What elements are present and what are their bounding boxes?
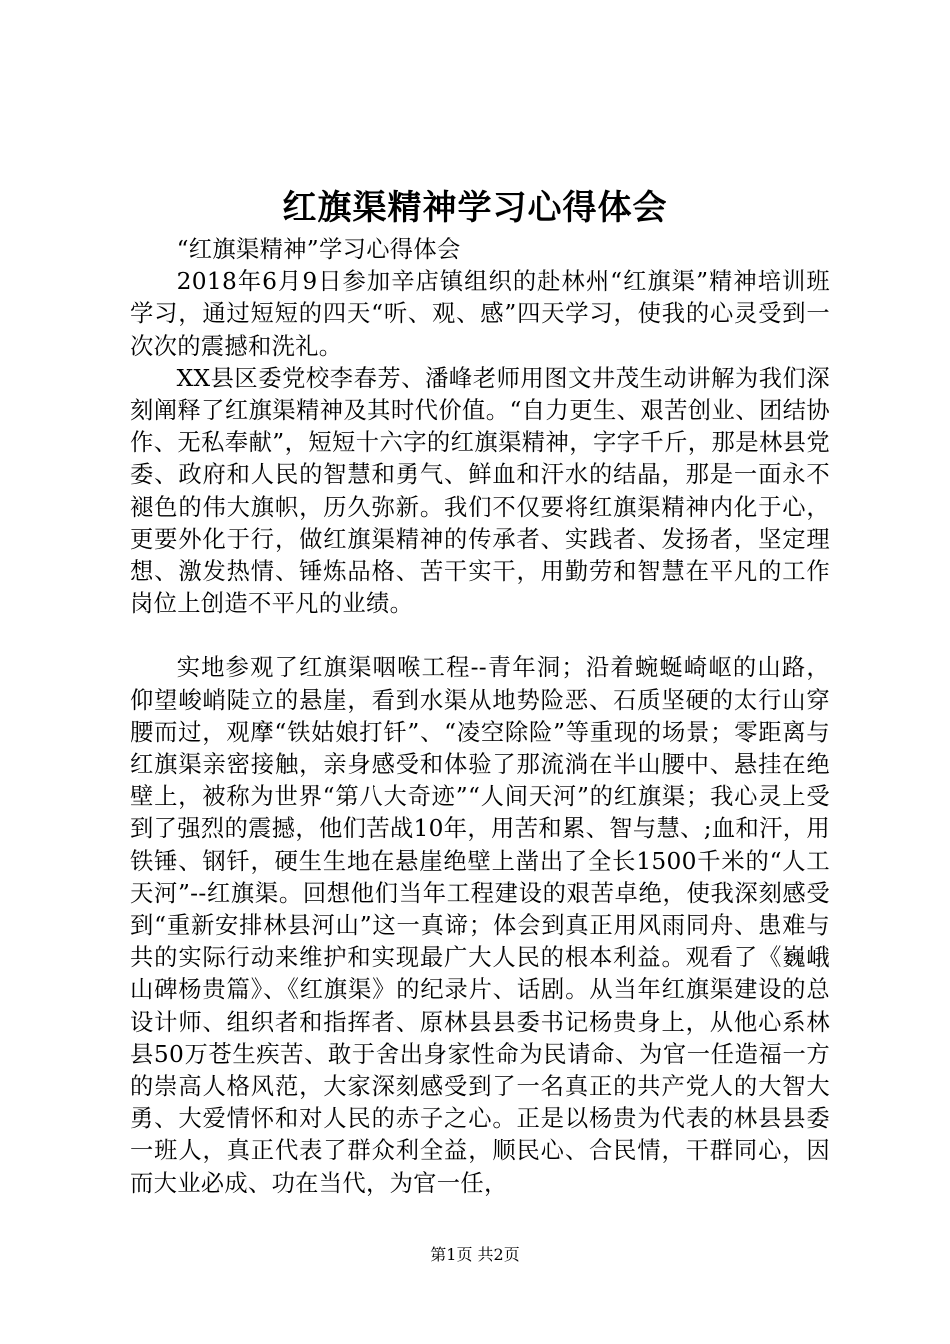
subtitle-paragraph: “红旗渠精神”学习心得体会 — [176, 236, 461, 263]
page-footer: 第1页 共2页 — [430, 1245, 520, 1264]
body-paragraph: 实地参观了红旗渠咽喉工程--青年洞；沿着蜿蜒崎岖的山路，仰望峻峭陡立的悬崖，看到水渠从地势险恶、石质坚硬的太行山穿腰而过，观摩“铁姑娘打钎”、“凌空除险”等重现的场景；零距离与红旗渠亲密接触，亲身感受和体验了那流淌在半山腰中、悬挂在绝壁上，被称为世界“第八大奇迹”“人间天河”的红旗渠；我心灵上受到了强烈的震撼，他们苦战10年，用苦和累、智与慧、;血和汗，用铁锤、钢钎，硬生生地在悬崖绝壁上凿出了全长1500千米的“人工天河”--红旗渠。回想他们当年工程建设的艰苦卓绝，使我深刻感受到“重新安排林县河山”这一真谛；体会到真正用风雨同舟、患难与共的实际行动来维护和实现最广大人民的根本利益。观看了《巍峨山碑杨贵篇》、《红旗渠》的纪录片、话剧。从当年红旗渠建设的总设计师、组织者和指挥者、原林县县委书记杨贵身上，从他心系林县50万苍生疾苦、敢于舍出身家性命为民请命、为官一任造福一方的崇高人格风范，大家深刻感受到了一名真正的共产党人的大智大勇、大爱情怀和对人民的赤子之心。正是以杨贵为代表的林县县委一班人，真正代表了群众利全益，顺民心、合民情，干群同心，因而大业必成、功在当代，为官一任， — [130, 654, 830, 1197]
document-body — [130, 234, 830, 1200]
body-paragraph: XX县区委党校李春芳、潘峰老师用图文井茂生动讲解为我们深刻阐释了红旗渠精神及其时代价值。“自力更生、艰苦创业、团结协作、无私奉献”，短短十六字的红旗渠精神，字字千斤，那是林县党委、政府和人民的智慧和勇气、鲜血和汗水的结晶，那是一面永不褪色的伟大旗帜，历久弥新。我们不仅要将红旗渠精神内化于心，更要外化于行，做红旗渠精神的传承者、实践者、发扬者，坚定理想、激发热情、锤炼品格、苦干实干，用勤劳和智慧在平凡的工作岗位上创造不平凡的业绩。 — [130, 364, 830, 618]
document-title: 红旗渠精神学习心得体会 — [282, 188, 668, 228]
body-paragraph: 2018年6月9日参加辛店镇组织的赴林州“红旗渠”精神培训班学习，通过短短的四天“听、观、感”四天学习，使我的心灵受到一次次的震撼和洗礼。 — [130, 268, 830, 360]
